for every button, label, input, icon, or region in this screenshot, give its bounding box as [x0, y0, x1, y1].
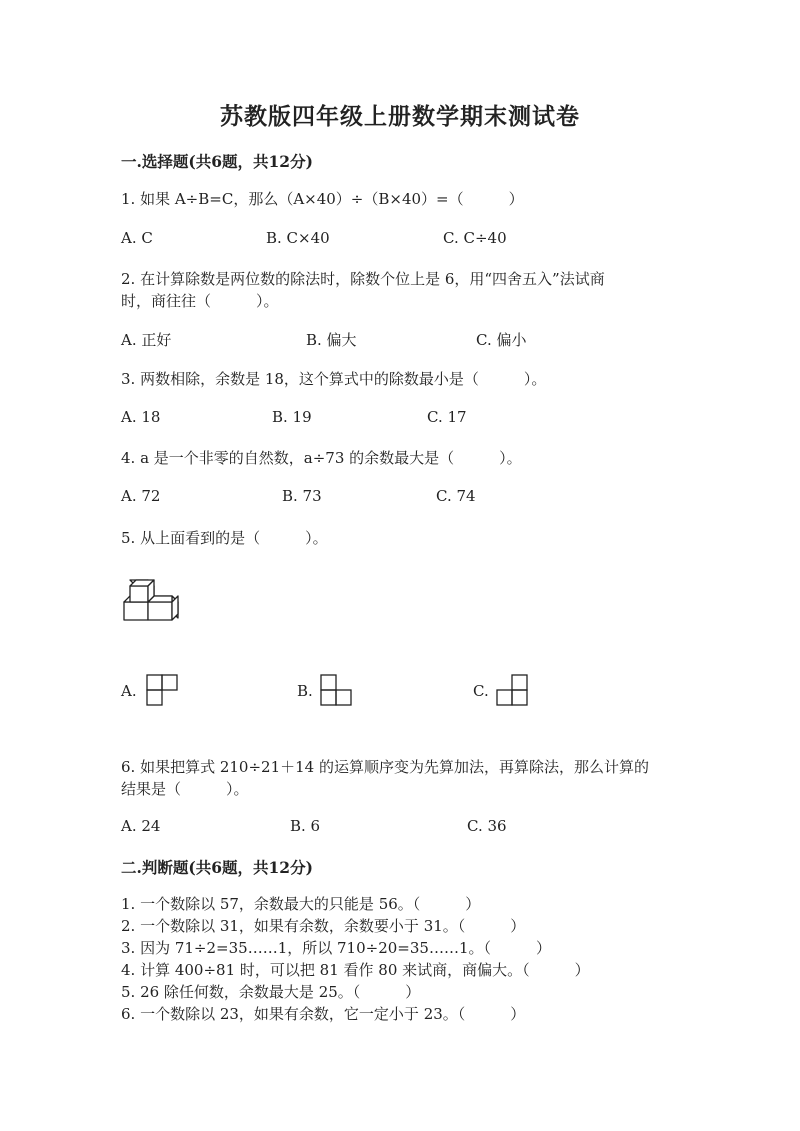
- section-heading: 二.判断题(共6题，共12分): [121, 858, 313, 877]
- question-2-line-1: 2. 在计算除数是两位数的除法时，除数个位上是 6，用“四舍五入”法试商: [121, 270, 605, 288]
- question-3: 3. 两数相除，余数是 18，这个算式中的除数最小是（ ）。: [121, 370, 547, 388]
- option-b: B. 偏大: [306, 331, 357, 349]
- option-a: A. 24: [121, 817, 161, 835]
- option-c: C. 74: [436, 487, 476, 505]
- option-b: B. 6: [290, 817, 321, 835]
- option-a-label: A.: [121, 682, 137, 700]
- question-5: 5. 从上面看到的是（ ）。: [121, 529, 328, 547]
- judge-item-6: 6. 一个数除以 23，如果有余数，它一定小于 23。（ ）: [121, 1005, 526, 1023]
- option-a: A. C: [121, 229, 153, 247]
- option-b: B. C×40: [266, 229, 330, 247]
- option-a-figure: [145, 673, 181, 709]
- question-2-line-2: 时，商往往（ ）。: [121, 292, 279, 310]
- question-6-line-1: 6. 如果把算式 210÷21＋14 的运算顺序变为先算加法，再算除法，那么计算的: [121, 758, 649, 776]
- option-c-label: C.: [473, 682, 489, 700]
- question-6-line-2: 结果是（ ）。: [121, 780, 249, 798]
- option-b: [297, 673, 355, 709]
- judge-item-3: 3. 因为 71÷2=35……1，所以 710÷20=35……1。（ ）: [121, 939, 551, 957]
- option-a: A. 72: [121, 487, 161, 505]
- option-b-label: B.: [297, 682, 313, 700]
- judge-item-2: 2. 一个数除以 31，如果有余数，余数要小于 31。（ ）: [121, 917, 526, 935]
- question-1: 1. 如果 A÷B=C，那么（A×40）÷（B×40）=（ ）: [121, 190, 524, 208]
- option-a: A. 18: [121, 408, 161, 426]
- option-b: B. 19: [272, 408, 312, 426]
- option-c: C. 36: [467, 817, 507, 835]
- section-heading: 一.选择题(共6题，共12分): [121, 152, 313, 171]
- option-c: C. 17: [427, 408, 467, 426]
- option-c-figure: [495, 673, 531, 709]
- judge-item-4: 4. 计算 400÷81 时，可以把 81 看作 80 来试商，商偏大。（ ）: [121, 961, 590, 979]
- option-b: B. 73: [282, 487, 322, 505]
- cube-figure: [118, 578, 182, 628]
- option-a: [121, 673, 181, 709]
- option-c: [473, 673, 531, 709]
- option-a: A. 正好: [121, 331, 172, 349]
- page-title: 苏教版四年级上册数学期末测试卷: [220, 103, 580, 130]
- question-4: 4. a 是一个非零的自然数，a÷73 的余数最大是（ ）。: [121, 449, 522, 467]
- option-c: C. C÷40: [443, 229, 507, 247]
- option-b-figure: [319, 673, 355, 709]
- option-c: C. 偏小: [476, 331, 527, 349]
- judge-item-5: 5. 26 除任何数，余数最大是 25。（ ）: [121, 983, 421, 1001]
- judge-item-1: 1. 一个数除以 57，余数最大的只能是 56。（ ）: [121, 895, 481, 913]
